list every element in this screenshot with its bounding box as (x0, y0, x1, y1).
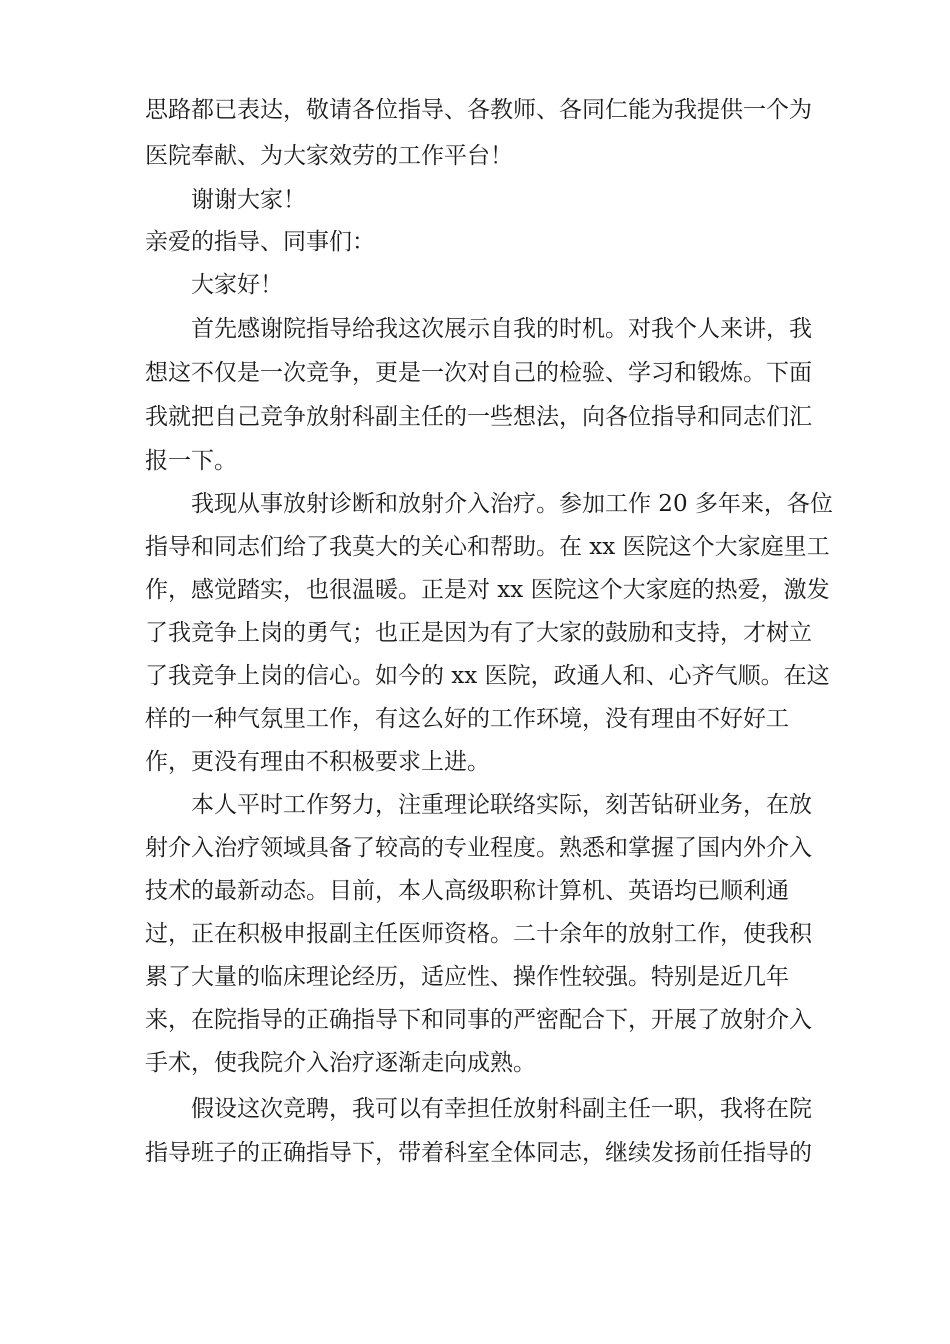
text-line: 指导和同志们给了我莫大的关心和帮助。在 xx 医院这个大家庭里工 (145, 534, 830, 560)
text-line: 医院奉献、为大家效劳的工作平台！ (145, 143, 513, 169)
text-line: 了我竞争上岗的信心。如今的 xx 医院，政通人和、心齐气顺。在这 (145, 663, 830, 689)
text-line: 假设这次竞聘，我可以有幸担任放射科副主任一职，我将在院 (191, 1096, 812, 1122)
text-line: 累了大量的临床理论经历，适应性、操作性较强。特别是近几年 (145, 964, 789, 990)
text-line: 谢谢大家！ (191, 187, 306, 213)
text-line: 技术的最新动态。目前，本人高级职称计算机、英语均已顺利通 (145, 878, 789, 904)
text-line: 我现从事放射诊断和放射介入治疗。参加工作 20 多年来，各位 (191, 491, 833, 517)
text-line: 指导班子的正确指导下，带着科室全体同志，继续发扬前任指导的 (145, 1140, 812, 1166)
text-line: 作，更没有理由不积极要求上进。 (145, 749, 490, 775)
text-line: 了我竞争上岗的勇气；也正是因为有了大家的鼓励和支持，才树立 (145, 620, 812, 646)
text-line: 射介入治疗领域具备了较高的专业程度。熟悉和掌握了国内外介入 (145, 835, 812, 861)
text-line: 手术，使我院介入治疗逐渐走向成熟。 (145, 1050, 536, 1076)
text-line: 过，正在积极申报副主任医师资格。二十余年的放射工作，使我积 (145, 921, 812, 947)
text-line: 我就把自己竞争放射科副主任的一些想法，向各位指导和同志们汇 (145, 404, 812, 430)
text-line: 亲爱的指导、同事们： (145, 229, 375, 255)
text-line: 大家好！ (191, 272, 283, 298)
text-line: 首先感谢院指导给我这次展示自我的时机。对我个人来讲，我 (191, 316, 812, 342)
text-line: 样的一种气氛里工作，有这么好的工作环境，没有理由不好好工 (145, 706, 789, 732)
text-line: 报一下。 (145, 448, 237, 474)
text-line: 思路都已表达，敬请各位指导、各教师、各同仁能为我提供一个为 (145, 97, 812, 123)
text-line: 想这不仅是一次竞争，更是一次对自己的检验、学习和锻炼。下面 (145, 360, 812, 386)
text-line: 作，感觉踏实，也很温暖。正是对 xx 医院这个大家庭的热爱，激发 (145, 577, 830, 603)
text-line: 来，在院指导的正确指导下和同事的严密配合下，开展了放射介入 (145, 1007, 812, 1033)
text-line: 本人平时工作努力，注重理论联络实际，刻苦钻研业务，在放 (191, 792, 812, 818)
